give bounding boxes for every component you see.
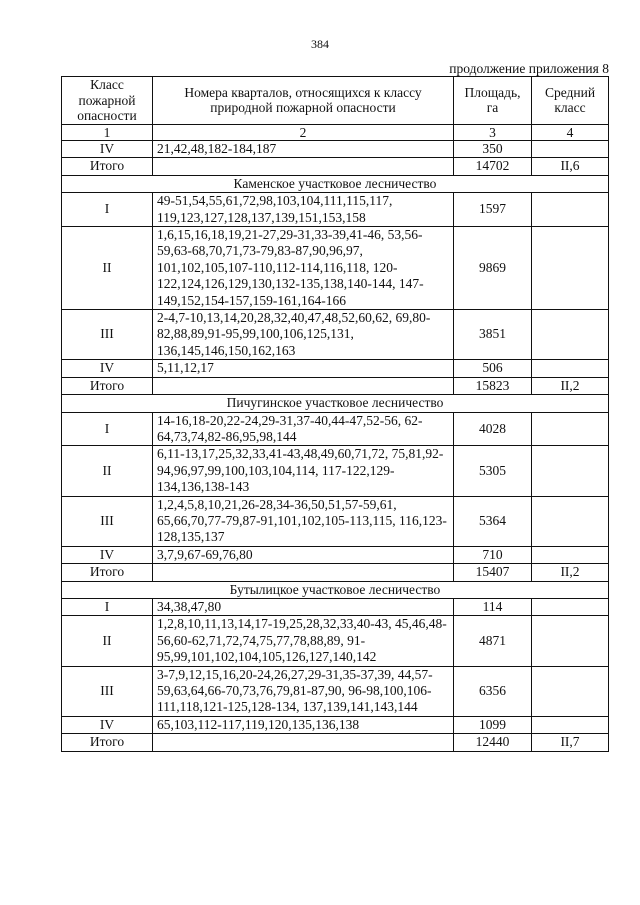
header-area: Площадь, га [454, 77, 532, 125]
area-cell: 12440 [454, 734, 532, 751]
class-cell: Итого [62, 377, 153, 394]
average-class-cell [532, 496, 609, 546]
quarters-cell: 34,38,47,80 [153, 598, 454, 615]
average-class-cell [532, 193, 609, 227]
table-row [62, 412, 609, 446]
section-row [62, 395, 609, 412]
area-cell: 710 [454, 546, 532, 563]
area-cell: 15407 [454, 564, 532, 581]
average-class-cell [532, 412, 609, 446]
column-number: 3 [454, 124, 532, 141]
column-number: 4 [532, 124, 609, 141]
class-cell: IV [62, 546, 153, 563]
table-header [62, 77, 609, 141]
area-cell: 1099 [454, 716, 532, 733]
table-row [62, 616, 609, 666]
average-class-cell: II,6 [532, 158, 609, 175]
area-cell: 4028 [454, 412, 532, 446]
area-cell: 14702 [454, 158, 532, 175]
quarters-cell: 3,7,9,67-69,76,80 [153, 546, 454, 563]
section-title: Пичугинское участковое лесничество [62, 395, 609, 412]
column-number: 1 [62, 124, 153, 141]
table-row [62, 158, 609, 175]
header-class: Класс пожарной опасности [62, 77, 153, 125]
table-row [62, 546, 609, 563]
class-cell: Итого [62, 564, 153, 581]
class-cell: II [62, 227, 153, 310]
quarters-cell [153, 564, 454, 581]
fire-danger-table [61, 76, 609, 752]
table-row [62, 666, 609, 716]
area-cell: 1597 [454, 193, 532, 227]
area-cell: 5364 [454, 496, 532, 546]
table-row [62, 227, 609, 310]
table-row [62, 716, 609, 733]
area-cell: 6356 [454, 666, 532, 716]
quarters-cell [153, 734, 454, 751]
area-cell: 506 [454, 360, 532, 377]
class-cell: Итого [62, 734, 153, 751]
quarters-cell: 5,11,12,17 [153, 360, 454, 377]
section-row [62, 581, 609, 598]
table-row [62, 377, 609, 394]
table-row [62, 141, 609, 158]
average-class-cell [532, 598, 609, 615]
quarters-cell: 65,103,112-117,119,120,135,136,138 [153, 716, 454, 733]
area-cell: 5305 [454, 446, 532, 496]
page-number: 384 [311, 37, 329, 51]
table-row [62, 446, 609, 496]
header-quarters: Номера кварталов, относящихся к классу природной пожарной опасности [153, 77, 454, 125]
table-row [62, 310, 609, 360]
quarters-cell: 14-16,18-20,22-24,29-31,37-40,44-47,52-56, 62-64,73,74,82-86,95,98,144 [153, 412, 454, 446]
area-cell: 350 [454, 141, 532, 158]
average-class-cell [532, 446, 609, 496]
area-cell: 3851 [454, 310, 532, 360]
table-row [62, 734, 609, 751]
average-class-cell [532, 310, 609, 360]
quarters-cell [153, 377, 454, 394]
class-cell: IV [62, 360, 153, 377]
continuation-caption: продолжение приложения 8 [449, 61, 609, 76]
average-class-cell [532, 616, 609, 666]
table-row [62, 496, 609, 546]
area-cell: 4871 [454, 616, 532, 666]
average-class-cell: II,7 [532, 734, 609, 751]
class-cell: IV [62, 141, 153, 158]
class-cell: I [62, 412, 153, 446]
quarters-cell [153, 158, 454, 175]
quarters-cell: 49-51,54,55,61,72,98,103,104,111,115,117, 119,123,127,128,137,139,151,153,158 [153, 193, 454, 227]
table-body [62, 141, 609, 752]
header-average-class: Средний класс [532, 77, 609, 125]
class-cell: III [62, 666, 153, 716]
class-cell: I [62, 598, 153, 615]
average-class-cell [532, 141, 609, 158]
class-cell: II [62, 616, 153, 666]
class-cell: II [62, 446, 153, 496]
quarters-cell: 1,2,4,5,8,10,21,26-28,34-36,50,51,57-59,61, 65,66,70,77-79,87-91,101,102,105-113,115, 116,123-128,135,137 [153, 496, 454, 546]
column-number: 2 [153, 124, 454, 141]
quarters-cell: 21,42,48,182-184,187 [153, 141, 454, 158]
quarters-cell: 1,2,8,10,11,13,14,17-19,25,28,32,33,40-43, 45,46,48-56,60-62,71,72,74,75,77,78,88,89, 91-95,99,101,102,104,105,126,127,140,142 [153, 616, 454, 666]
area-cell: 15823 [454, 377, 532, 394]
class-cell: III [62, 310, 153, 360]
class-cell: I [62, 193, 153, 227]
average-class-cell: II,2 [532, 564, 609, 581]
quarters-cell: 6,11-13,17,25,32,33,41-43,48,49,60,71,72, 75,81,92-94,96,97,99,100,103,104,114, 117-122,129-134,136,138-143 [153, 446, 454, 496]
class-cell: III [62, 496, 153, 546]
quarters-cell: 2-4,7-10,13,14,20,28,32,40,47,48,52,60,62, 69,80-82,88,89,91-95,99,100,106,125,131, 136,145,146,150,162,163 [153, 310, 454, 360]
table-row [62, 598, 609, 615]
section-title: Каменское участковое лесничество [62, 175, 609, 192]
average-class-cell [532, 546, 609, 563]
table-row [62, 193, 609, 227]
table-row [62, 360, 609, 377]
table-row [62, 564, 609, 581]
average-class-cell [532, 666, 609, 716]
average-class-cell [532, 360, 609, 377]
quarters-cell: 1,6,15,16,18,19,21-27,29-31,33-39,41-46, 53,56-59,63-68,70,71,73-79,83-87,90,96,97, 101,102,105,107-110,112-114,116,118, 120-122,124,126,129,130,132-135,138,140-144, 147-149,152,154-157,159-161,164-166 [153, 227, 454, 310]
section-row [62, 175, 609, 192]
section-title: Бутылицкое участковое лесничество [62, 581, 609, 598]
average-class-cell [532, 716, 609, 733]
average-class-cell [532, 227, 609, 310]
class-cell: Итого [62, 158, 153, 175]
class-cell: IV [62, 716, 153, 733]
area-cell: 114 [454, 598, 532, 615]
average-class-cell: II,2 [532, 377, 609, 394]
area-cell: 9869 [454, 227, 532, 310]
column-numbers-row [62, 124, 609, 141]
quarters-cell: 3-7,9,12,15,16,20-24,26,27,29-31,35-37,39, 44,57-59,63,64,66-70,73,76,79,81-87,90, 96-98,100,106-111,118,121-125,128-134, 137,139,141,143,144 [153, 666, 454, 716]
